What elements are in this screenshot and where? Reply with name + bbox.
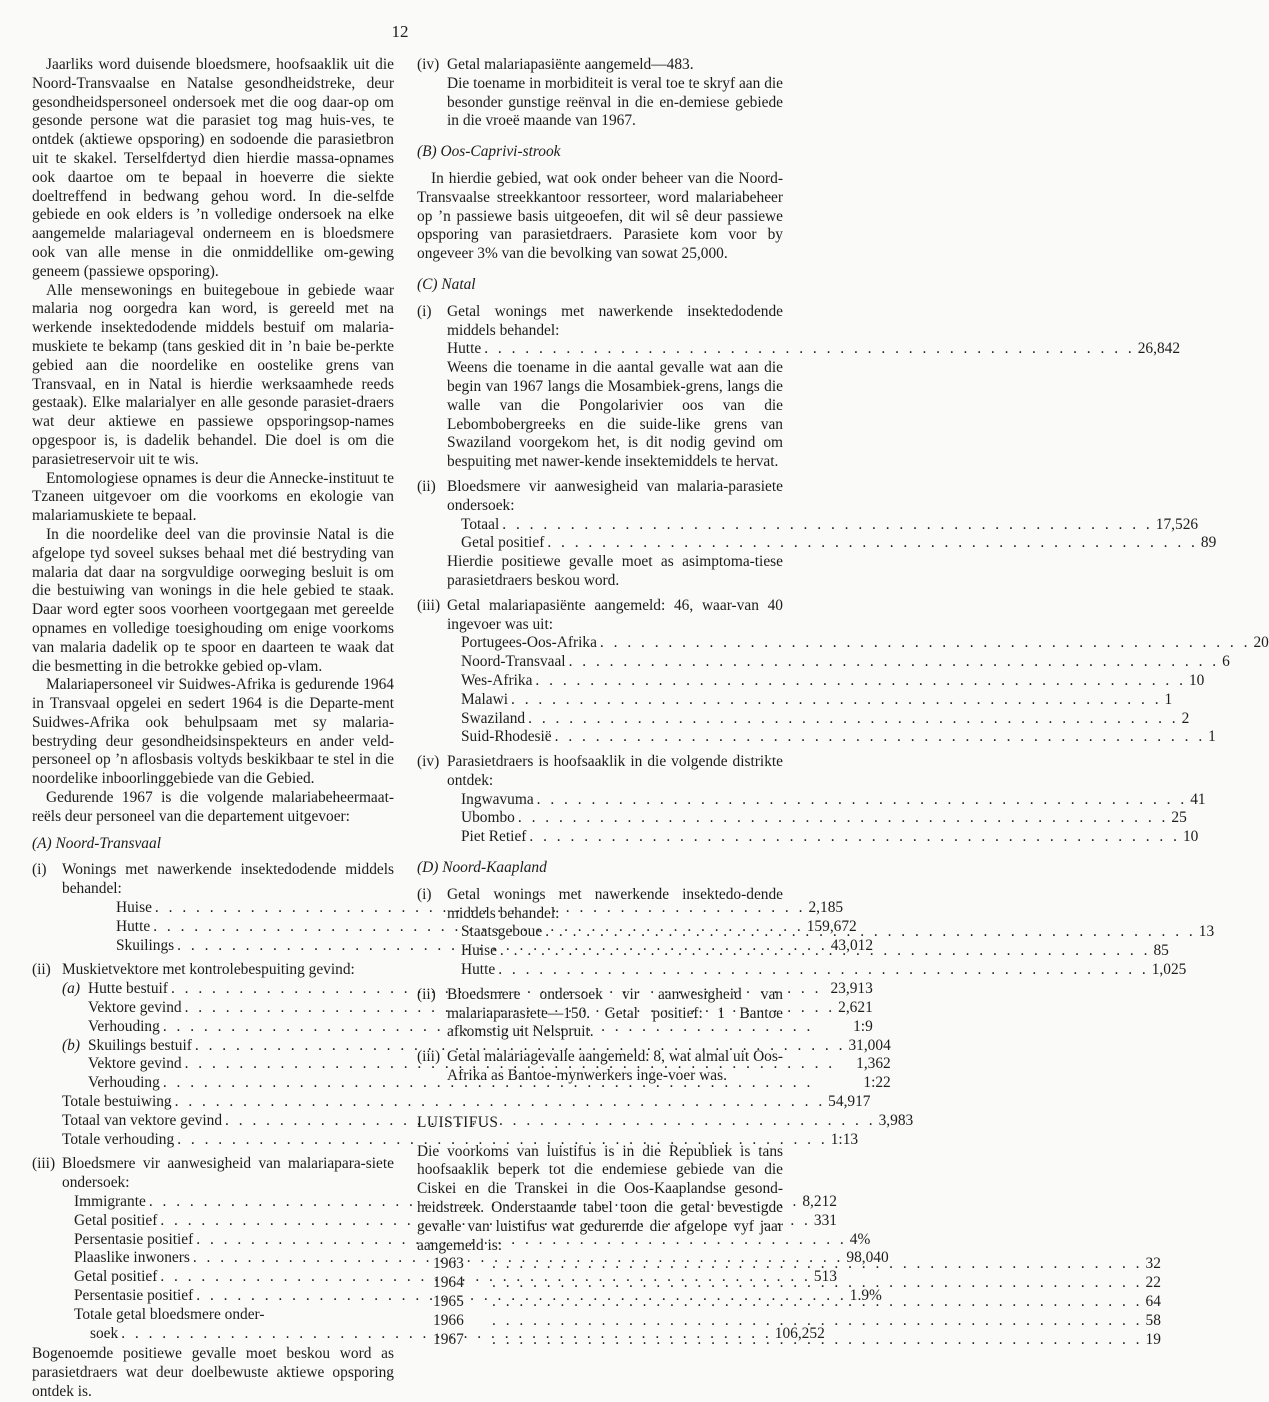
row-value: 4% — [849, 1230, 871, 1248]
dot-leader — [492, 1331, 1143, 1350]
row-label: Totale bestuiwing — [62, 1093, 172, 1111]
row-label: 1967 — [433, 1330, 464, 1348]
table-row — [461, 790, 1206, 810]
dot-leader — [569, 653, 1220, 672]
section-heading-luistifus: LUISTIFUS — [417, 1113, 499, 1131]
row-label: 1965 — [433, 1293, 464, 1311]
row-value: 1:9 — [853, 1017, 873, 1035]
row-value: 13 — [1198, 923, 1215, 941]
row-label: Immigrante — [74, 1193, 146, 1211]
list-item: (ii) Bloedsmere vir aanwesigheid van malaria-parasiete ondersoek: — [417, 477, 783, 514]
row-value: 10 — [1188, 671, 1205, 689]
row-value: 20 — [1253, 634, 1269, 652]
paragraph: In hierdie gebied, wat ook onder beheer van die Noord-Transvaalse streekkantoor ressorteer, word malariabeheer op ’n passiewe basis uitgeoefen, dit wil sê deur passiewe opsporing van parasietdraers. Parasiete kom voor by ongeveer 3% van die bevolking van sowat 25,000. — [417, 169, 783, 263]
row-value: 159,672 — [806, 917, 857, 935]
list-item: (ii) Bloedsmere ondersoek vir aanwesigheid van malariaparasiete—150. Getal positief: 1 Bantoe afkomstig uit Nelspruit. — [417, 985, 783, 1041]
row-label: Ingwavuma — [461, 790, 534, 808]
table-row — [461, 828, 1199, 847]
row-label: 1966 — [433, 1311, 464, 1329]
table-row — [433, 1330, 1161, 1350]
row-label: Plaaslike inwoners — [74, 1249, 190, 1267]
table-row — [74, 1193, 837, 1212]
row-label: Getal positief — [74, 1268, 158, 1286]
table-row — [461, 728, 1216, 747]
row-label: Persentasie positief — [74, 1287, 194, 1304]
row-label: Hutte — [461, 961, 496, 979]
table-row — [461, 809, 1187, 828]
row-value: 1 — [1164, 690, 1173, 708]
row-label: Hutte bestuif — [88, 980, 168, 998]
row-value: 43,012 — [830, 936, 874, 954]
row-label: Getal positief — [461, 534, 545, 552]
section-heading-natal: (C) Natal — [417, 275, 476, 293]
paragraph: Gedurende 1967 is die volgende malariabeheermaat-reëls deur personeel van die departement uitgevoer: — [32, 789, 394, 825]
row-value: 1 — [1208, 728, 1216, 746]
row-label: Skuilings bestuif — [88, 1036, 192, 1054]
row-label: Totale verhouding — [62, 1130, 175, 1148]
paragraph: Alle mensewonings en buitegeboue in gebiede waar malaria nog oorgedra kan word, is gereeld met na werkende insektedodende middels bestuif om malaria-muskiete te bekamp (tans geskied dit in ’n baie be-perkte gebied aan die noordelike en oostelike grens van Transvaal, en in Natal is hierdie werksaamhede reeds gestaak). Elke malarialyer en alle gesonde parasiet-draers wat deur aktiewe en passiewe opsporingsop-names opgespoor is, is dadelik behandel. Die doel is om die parasietreservoir uit te wis. — [32, 281, 394, 468]
list-item: (iii) Bloedsmere vir aanwesigheid van malariapara-siete ondersoek: — [32, 1155, 394, 1192]
row-label: Verhouding — [88, 1017, 160, 1035]
paragraph: In die noordelike deel van die provinsie Natal is die afgelope tyd soveel sukses behaal met dié bestryding van malaria dat daar na sorgvuldige oorweging besluit is om die bestuiwing van wonings in die hele gebied te staak. Daar word egter soos voorheen voortgegaan met gereelde opnames en volledige toesighouding om enige voorkoms van malaria dadelik op te spoor en daarteen te waak dat die besmetting in die betrokke gebied op-vlam. — [32, 525, 394, 675]
table-row — [461, 515, 1199, 535]
section-heading-noord-transvaal: (A) Noord-Transvaal — [32, 834, 161, 852]
row-label: Getal positief — [74, 1211, 158, 1229]
dot-leader — [502, 516, 1153, 535]
paragraph: Jaarliks word duisende bloedsmere, hoofsaaklik uit die Noord-Transvaalse en Natalse gesondheidstreke, deur gesondheidspersoneel ondersoek met die oog daar-op om gesonde persone wat die parasiet tog mag huis-ves, te ontdek (aktiewe opsporing) en sodoende die parasietbron uit te skakel. Terselfdertyd dien hierdie massa-opnames ook daartoe om te bepaal in hoeverre die siekte doeltreffend in bedwang gehou word. In die-selfde gebiede en ook elders is ’n volledige ondersoek na elke aangemelde malariageval onderneem en is bloedsmere ook van alle mense in die onmiddellike om-gewing geneem (passiewe opsporing). — [32, 56, 394, 280]
paragraph: Die voorkoms van luistifus is in die Republiek is tans hoofsaaklik beperk tot die endemiese gebiede van die Ciskei en die Transkei in die Oos-Kaaplandse gesond-heidstreek. Onderstaande tabel toon die getal bevestigde gevalle van luistifus wat gedurende die afgelope vyf jaar aangemeld is: — [417, 1142, 783, 1254]
dot-leader — [529, 828, 1180, 847]
paragraph: Weens die toename in die aantal gevalle wat aan die begin van 1967 langs die Mosambiek-grens, langs die walle van die Pongolarivier oos van die Lebombobergreeks en die suide-like grens van Swaziland voorgekom het, is dit nodig gevind om bespuiting met nawer-kende insektemiddels te hervat. — [447, 359, 783, 471]
row-label: Suid-Rhodesië — [461, 728, 552, 746]
section-heading-noord-kaapland: (D) Noord-Kaapland — [417, 859, 547, 877]
row-label: Skuilings — [116, 936, 175, 954]
dot-leader — [492, 1255, 1143, 1274]
table-row — [461, 534, 1217, 553]
row-value: 89 — [1200, 534, 1217, 552]
row-value: 58 — [1145, 1311, 1161, 1329]
list-item: (i) Getal wonings met nawerkende insektedodende middels behandel: — [417, 302, 783, 339]
row-label: Malawi — [461, 690, 509, 708]
table-row — [461, 961, 1187, 980]
row-value: 41 — [1190, 790, 1206, 808]
row-value: 8,212 — [802, 1193, 837, 1211]
row-label: Totaal — [461, 515, 500, 533]
row-value: 32 — [1145, 1255, 1161, 1273]
row-label: Wes-Afrika — [461, 671, 533, 689]
dot-leader — [600, 634, 1251, 653]
table-row — [447, 340, 1181, 359]
row-value: 10 — [1182, 828, 1199, 846]
dot-leader — [498, 961, 1149, 980]
table-row — [461, 634, 1269, 653]
paragraph: Entomologiese opnames is deur die Annecke-instituut te Tzaneen uitgevoer om die voorkoms en ekologie van malariamuskiete te bepaal. — [32, 469, 394, 525]
row-value: 31,004 — [848, 1036, 891, 1054]
table-row — [74, 1211, 837, 1231]
list-item: (iii) Getal malariagevalle aangemeld: 8, wat almal uit Oos-Afrika as Bantoe-mynwerkers inge-voer was. — [417, 1048, 783, 1085]
list-item: (i) Wonings met nawerkende insektedodende middels behandel: — [32, 861, 394, 898]
dot-leader — [545, 923, 1196, 942]
paragraph: Malariapersoneel vir Suidwes-Afrika is gedurende 1964 in Transvaal opgelei en sedert 1964 is die Departe-ment Suidwes-Afrika ook behulpsaam met sy malaria-bestryding deur gesondheidsinspekteurs en ander veld-personeel op ’n aflosbasis voltyds beskikbaar te stel in die noordelike inboorlinggebiede van die Gebied. — [32, 676, 394, 788]
row-label: Hutte — [116, 917, 151, 935]
table-row — [461, 671, 1205, 691]
row-value: 64 — [1145, 1293, 1161, 1311]
dot-leader — [528, 710, 1179, 729]
row-label: Hutte — [447, 340, 482, 358]
dot-leader — [511, 691, 1162, 710]
row-value: 22 — [1145, 1274, 1161, 1292]
row-value: 513 — [813, 1268, 837, 1286]
section-heading-oos-caprivi: (B) Oos-Caprivi-strook — [417, 143, 561, 161]
row-label: 1964 — [433, 1274, 464, 1292]
row-value: 23,913 — [830, 980, 873, 998]
dot-leader — [555, 728, 1206, 747]
dot-leader — [535, 672, 1186, 691]
row-label: Portugees-Oos-Afrika — [461, 634, 597, 652]
table-row — [461, 653, 1230, 672]
row-label: Verhouding — [88, 1074, 160, 1092]
dot-leader — [484, 340, 1135, 359]
dot-leader — [547, 534, 1198, 553]
table-row — [62, 1093, 871, 1112]
row-value: 2,621 — [838, 999, 873, 1017]
row-label: Huise — [461, 942, 497, 960]
list-item: (iii) Getal malariapasiënte aangemeld: 46, waar-van 40 ingevoer was uit: — [417, 596, 783, 633]
row-value: 3,983 — [878, 1111, 914, 1129]
row-label: Vektore gevind — [88, 1055, 182, 1073]
list-item: (ii) Muskietvektore met kontrolebespuiting gevind: — [32, 961, 355, 979]
stat-table — [417, 515, 1217, 554]
table-row — [433, 1293, 1161, 1312]
list-item: (iv) Parasietdraers is hoofsaaklik in die volgende distrikte ontdek: — [417, 753, 783, 789]
table-row — [74, 1230, 871, 1250]
row-value: 331 — [813, 1211, 837, 1229]
row-label: Huise — [116, 899, 152, 917]
row-label: 1963 — [433, 1255, 464, 1273]
page-number: 12 — [391, 22, 409, 41]
paragraph: Hierdie positiewe gevalle moet as asimptoma-tiese parasietdraers beskou word. — [447, 553, 783, 589]
dot-leader — [500, 942, 1151, 961]
dot-leader — [537, 791, 1188, 810]
row-value: 1,362 — [856, 1055, 891, 1073]
row-value: 25 — [1171, 809, 1187, 827]
row-label: Persentasie positief — [74, 1230, 194, 1248]
row-value: 1.9% — [849, 1287, 882, 1304]
stat-table — [417, 790, 1206, 847]
row-value: 26,842 — [1137, 340, 1181, 358]
row-label: Vektore gevind — [88, 999, 182, 1017]
row-value: 1,025 — [1151, 961, 1187, 979]
list-item: (iv) Getal malariapasiënte aangemeld—483. — [417, 56, 694, 73]
row-value: 19 — [1145, 1330, 1161, 1348]
row-label: Piet Retief — [461, 828, 527, 846]
row-label: Totaal van vektore gevind — [62, 1111, 223, 1129]
row-label: Swaziland — [461, 709, 526, 727]
row-value: 98,040 — [846, 1249, 889, 1267]
dot-leader — [518, 809, 1169, 828]
row-value: 2 — [1181, 709, 1190, 727]
row-value: 6 — [1222, 653, 1230, 671]
total-row: Totale getal bloedsmere onder- soek . . . 106,252 — [62, 1306, 394, 1344]
row-value: 2,185 — [808, 899, 844, 917]
sub-list: (a) Hutte bestuif . . . 23,913 Vektore gevind . . . 2,621 Verhouding . . . 1:9 (b) Skuilings bestuif . . . 31,004 Vektore gevind . . . 1,362 Verhouding . . . 1:22 Totale bestuiwing . . . 54,917 Totaal van vektore gevind . . . 3,983 Totale verhouding . . . 1:13 — [32, 980, 394, 1149]
note: Bogenoemde positiewe gevalle moet beskou word as parasietdraers wat deur doelbewuste aktiewe opsporing ontdek is. — [32, 1345, 394, 1400]
dot-leader — [492, 1274, 1143, 1293]
stat-table — [417, 634, 1269, 747]
row-value: 54,917 — [828, 1093, 871, 1111]
table-row — [62, 1130, 859, 1150]
row-value: 17,526 — [1155, 515, 1199, 533]
dot-leader — [492, 1312, 1143, 1331]
row-value: 1:22 — [863, 1074, 891, 1092]
table-row — [433, 1311, 1161, 1331]
row-label: Staatsgeboue — [461, 923, 543, 941]
row-value: 1:13 — [830, 1130, 859, 1148]
row-label: Noord-Transvaal — [461, 653, 566, 671]
dot-leader — [492, 1293, 1143, 1312]
paragraph: Die toename in morbiditeit is veral toe te skryf aan die besonder gunstige reënval in die en-demiese gebiede in die vroeë maande van 1967. — [447, 74, 783, 130]
table-row — [461, 709, 1190, 729]
row-value: 85 — [1153, 942, 1169, 960]
row-label: Ubombo — [461, 809, 515, 827]
stat-table — [417, 340, 1181, 359]
list-item: (i) Getal wonings met nawerkende insektedo-dende middels behandel: — [417, 885, 783, 922]
table-row — [461, 690, 1173, 710]
